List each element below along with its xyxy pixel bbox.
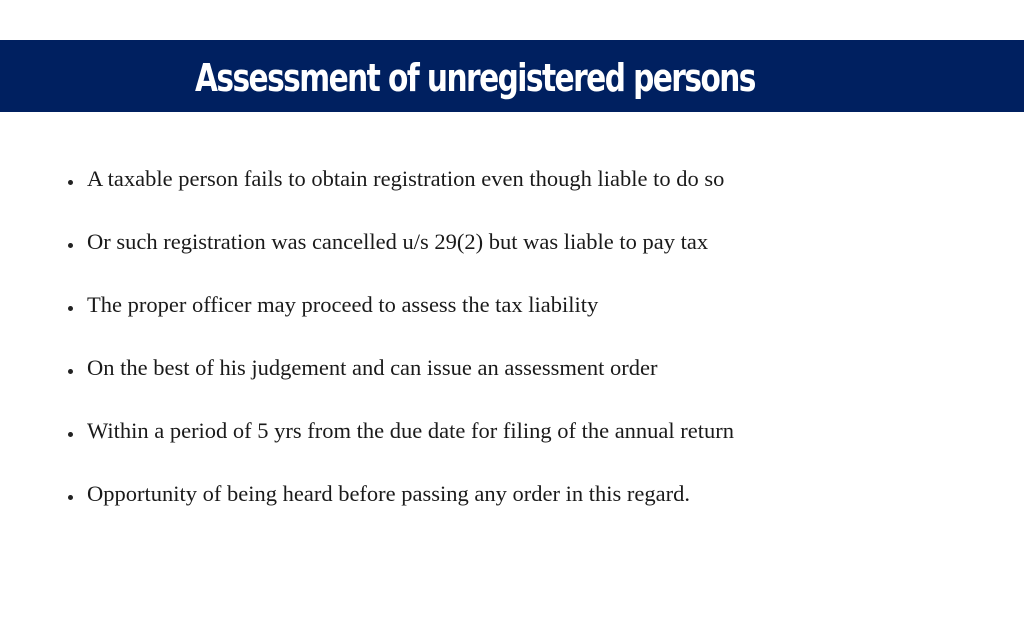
- bullet-dot-icon: [68, 306, 73, 311]
- bullet-dot-icon: [68, 495, 73, 500]
- bullet-text: Opportunity of being heard before passing any order in this regard.: [87, 481, 690, 506]
- bullet-text: Within a period of 5 yrs from the due date for filing of the annual return: [87, 418, 735, 443]
- bullet-dot-icon: [68, 432, 73, 437]
- bullet-text: A taxable person fails to obtain registration even though liable to do so: [87, 166, 725, 191]
- bullet-dot-icon: [68, 180, 73, 185]
- bullet-text: Or such registration was cancelled u/s 29(2) but was liable to pay tax: [87, 229, 709, 254]
- bullet-text: The proper officer may proceed to assess the tax liability: [87, 292, 599, 317]
- bullet-text: On the best of his judgement and can issue an assessment order: [87, 355, 658, 380]
- bullet-dot-icon: [68, 369, 73, 374]
- bullet-dot-icon: [68, 243, 73, 248]
- slide-title: Assessment of unregistered persons: [195, 56, 755, 100]
